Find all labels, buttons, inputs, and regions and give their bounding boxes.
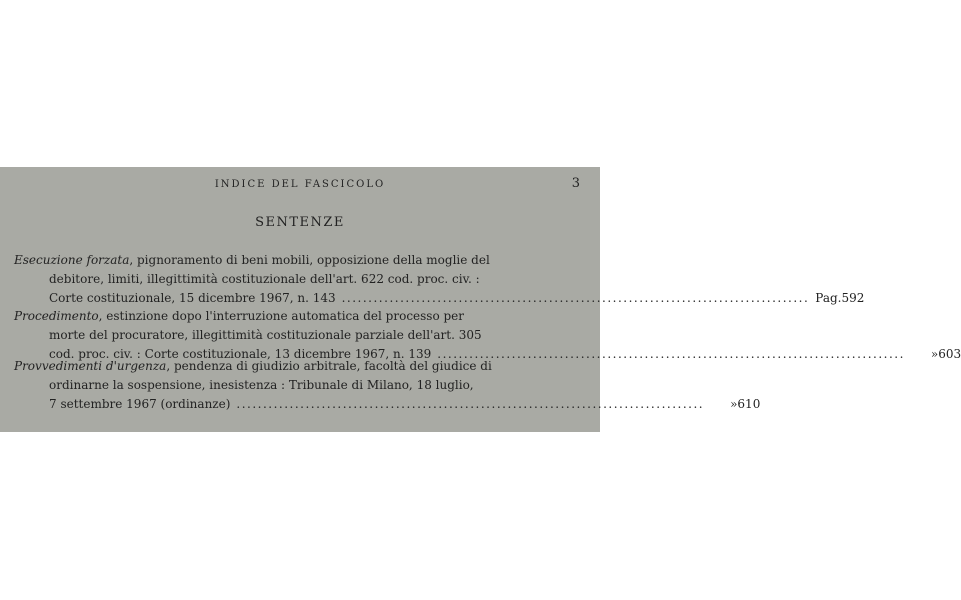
entry-keyword: Procedimento	[14, 309, 99, 323]
leader-dots: ........................................................................................	[236, 397, 705, 411]
leader-dots: ........................................................................................	[437, 347, 905, 361]
entry-line	[14, 289, 865, 308]
entry-page-ref	[911, 345, 961, 364]
entry-page: 592	[841, 291, 865, 305]
entry-text: , pignoramento di beni mobili, opposizione della moglie del	[129, 253, 490, 267]
entry-text: debitore, limiti, illegittimità costituzionale dell'art. 622 cod. proc. civ. :	[49, 272, 480, 286]
index-entry	[14, 251, 865, 308]
entry-text: , estinzione dopo l'interruzione automatica del processo per	[98, 309, 465, 323]
index-entry	[14, 357, 761, 414]
entry-line	[14, 395, 761, 414]
entry-page-ref	[815, 289, 864, 308]
page-label: »	[930, 347, 939, 361]
entry-line	[14, 357, 586, 376]
leader-dots: ........................................................................................	[341, 291, 810, 305]
entry-source: cod. proc. civ. : Corte costituzionale, 13 dicembre 1967, n. 139	[49, 347, 432, 361]
entry-keyword: Esecuzione forzata	[14, 253, 130, 267]
entry-page-ref	[710, 395, 760, 414]
entry-line	[14, 376, 586, 395]
entry-text: , pendenza di giudizio arbitrale, facoltà del giudice di	[166, 359, 492, 373]
entry-text: ordinarne la sospensione, inesistenza : Tribunale di Milano, 18 luglio,	[49, 378, 474, 392]
page-number: 3	[571, 176, 580, 191]
entry-source: 7 settembre 1967 (ordinanze)	[49, 397, 231, 411]
index-entry	[14, 307, 961, 364]
page-label: Pag.	[815, 291, 842, 305]
entry-keyword: Provvedimenti d'urgenza	[14, 359, 167, 373]
entry-line	[14, 307, 586, 326]
entry-line	[14, 251, 586, 270]
entry-text: morte del procuratore, illegittimità costituzionale parziale dell'art. 305	[49, 328, 482, 342]
entry-page: 603	[938, 347, 961, 361]
entry-line	[14, 270, 586, 289]
entry-source: Corte costituzionale, 15 dicembre 1967, n. 143	[49, 291, 336, 305]
page-strip	[0, 167, 961, 432]
section-title: SENTENZE	[255, 215, 345, 230]
running-header: INDICE DEL FASCICOLO	[214, 179, 386, 190]
page-label: »	[730, 397, 738, 411]
entry-line	[14, 326, 586, 345]
entry-page: 610	[737, 397, 761, 411]
